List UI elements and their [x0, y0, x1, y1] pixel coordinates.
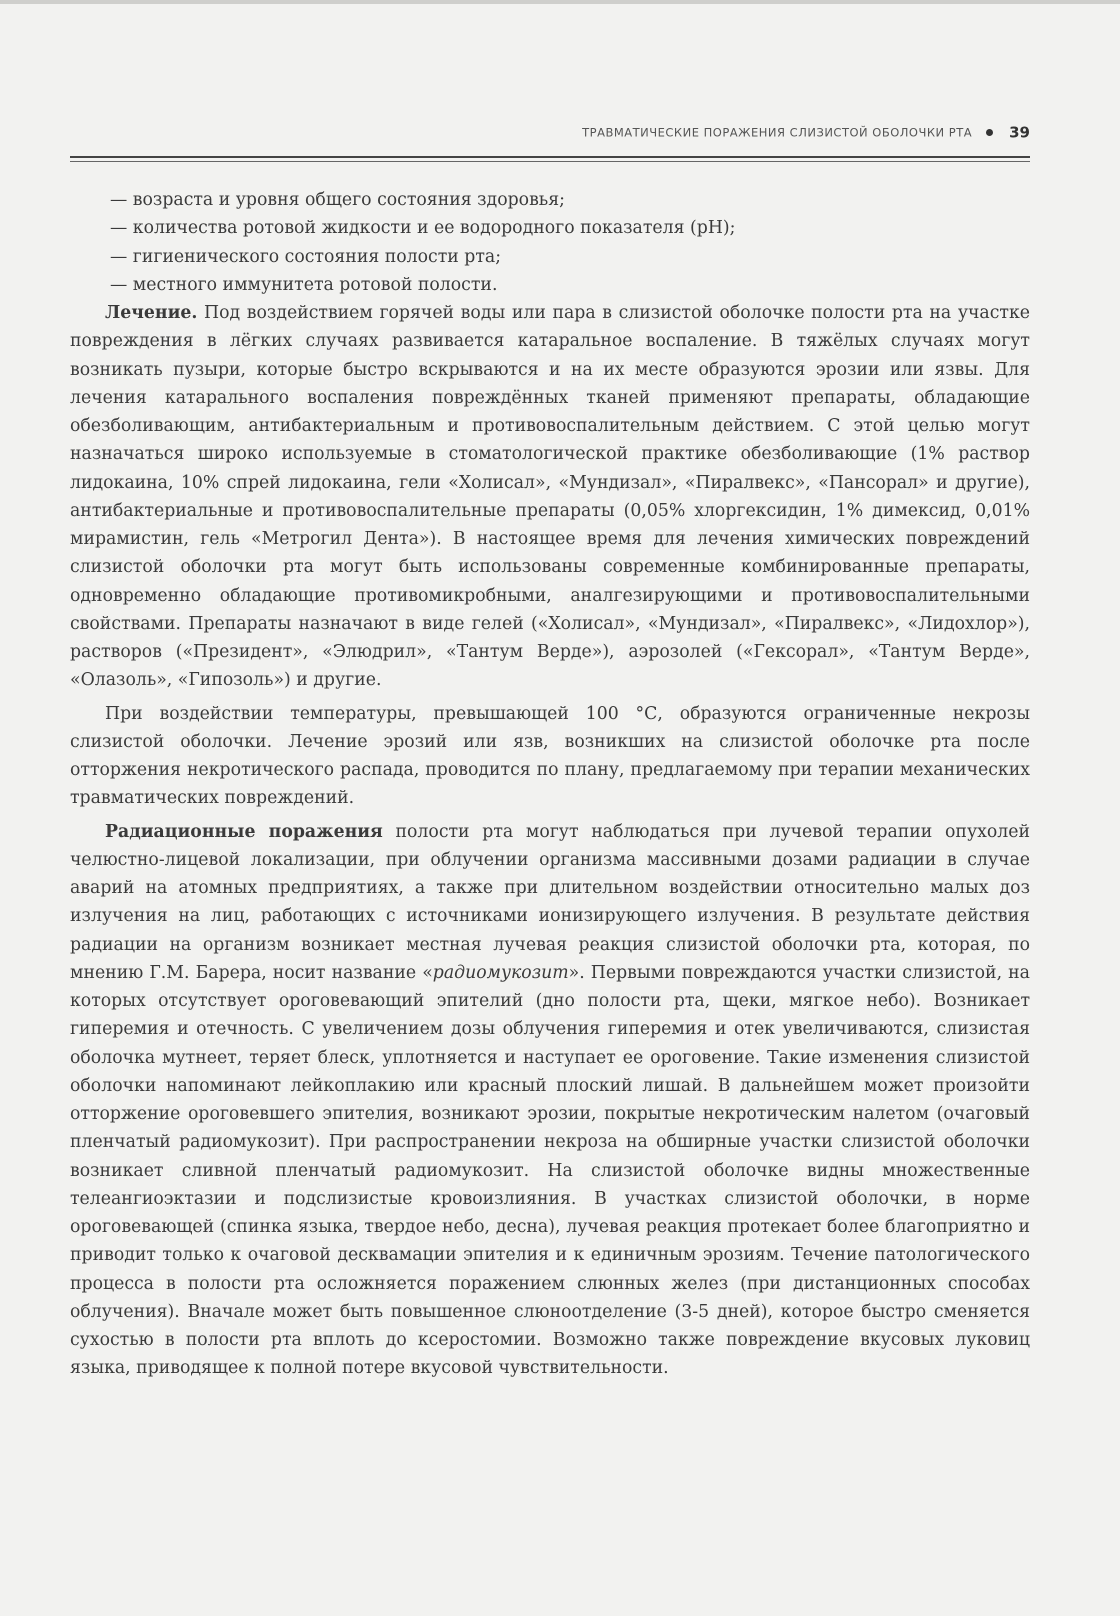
- running-title: ТРАВМАТИЧЕСКИЕ ПОРАЖЕНИЯ СЛИЗИСТОЙ ОБОЛОЧКИ РТА: [582, 125, 973, 140]
- factor-list: [70, 186, 1030, 299]
- paragraph-text: ». Первыми повреждаются участки слизистой, на которых отсутствует ороговевающий эпителий (дно полости рта, щеки, мягкое небо). Возникает гиперемия и отечность. С увеличением дозы облучения гиперемия и отек увеличиваются, слизистая оболочка мутнеет, теряет блеск, уплотняется и наступает ее ороговение. Такие изменения слизистой оболочки напоминают лейкоплакию или красный плоский лишай. В дальнейшем может произойти отторжение ороговевшего эпителия, возникают эрозии, покрытые некротическим налетом (очаговый пленчатый радиомукозит). При распространении некроза на обширные участки слизистой оболочки возникает сливной пленчатый радиомукозит. На слизистой оболочке видны множественные телеангиоэктазии и подслизистые кровоизлияния. В участках слизистой оболочки, в норме ороговевающей (спинка языка, твердое небо, десна), лучевая реакция протекает более благоприятно и приводит только к очаговой десквамации эпителия и к единичным эрозиям. Течение патологического процесса в полости рта осложняется поражением слюнных желез (при дистанционных способах облучения). Вначале может быть повышенное слюноотделение (3-5 дней), которое быстро сменяется сухостью в полости рта вплоть до ксеростомии. Возможно также повреждение вкусовых луковиц языка, приводящее к полной потере вкусовой чувствительности.: [70, 962, 1030, 1379]
- page-body: [70, 186, 1030, 1383]
- bullet-separator-icon: [986, 129, 993, 136]
- paragraph-temperature: [70, 700, 1030, 813]
- list-item: — возраста и уровня общего состояния здоровья;: [110, 190, 565, 210]
- paragraph-radiation: [70, 818, 1030, 1383]
- paragraph-treatment: [70, 299, 1030, 695]
- list-item: — местного иммунитета ротовой полости.: [110, 274, 498, 295]
- list-item: — гигиенического состояния полости рта;: [110, 246, 502, 267]
- paragraph-lead: Радиационные поражения: [105, 821, 383, 842]
- header-rule-thick: [70, 156, 1030, 158]
- emphasized-term: радиомукозит: [432, 962, 569, 983]
- paragraph-text: полости рта могут наблюдаться при лучевой терапии опухолей челюстно-лицевой локализации, при облучении организма массивными дозами радиации в случае аварий на атомных предприятиях, а также при длительном воздействии относительно малых доз излучения на лиц, работающих с источниками ионизирующего излучения. В результате действия радиации на организм возникает местная лучевая реакция слизистой оболочки рта, которая, по мнению Г.М. Барера, носит название «: [70, 821, 1030, 983]
- list-item: — количества ротовой жидкости и ее водородного показателя (pH);: [110, 218, 736, 239]
- running-head: [70, 122, 1030, 146]
- header-rule-thin: [70, 161, 1030, 162]
- paragraph-lead: Лечение.: [105, 303, 198, 323]
- paragraph-text: При воздействии температуры, превышающей 100 °С, образуются ограниченные некрозы слизистой оболочки. Лечение эрозий или язв, возникших на слизистой оболочке рта после отторжения некротического распада, проводится по плану, предлагаемому при терапии механических травматических повреждений.: [70, 703, 1030, 809]
- paragraph-text: Под воздействием горячей воды или пара в слизистой оболочке полости рта на участке повреждения в лёгких случаях развивается катаральное воспаление. В тяжёлых случаях могут возникать пузыри, которые быстро вскрываются и на их месте образуются эрозии или язвы. Для лечения катарального воспаления повреждённых тканей применяют препараты, обладающие обезболивающим, антибактериальным и противовоспалительным действием. С этой целью могут назначаться широко используемые в стоматологической практике обезболивающие (1% раствор лидокаина, 10% спрей лидокаина, гели «Холисал», «Мундизал», «Пиралвекс», «Пансорал» и другие), антибактериальные и противовоспалительные препараты (0,05% хлоргексидин, 1% димексид, 0,01% мирамистин, гель «Метрогил Дента»). В настоящее время для лечения химических повреждений слизистой оболочки рта могут быть использованы современные комбинированные препараты, одновременно обладающие противомикробными, аналгезирующими и противовоспалительными свойствами. Препараты назначают в виде гелей («Холисал», «Мундизал», «Пиралвекс», «Лидохлор»), растворов («Президент», «Элюдрил», «Тантум Верде»), аэрозолей («Гексорал», «Тантум Верде», «Олазоль», «Гипозоль») и другие.: [70, 303, 1030, 691]
- page-edge: [0, 0, 1120, 4]
- page-number: 39: [1009, 123, 1030, 142]
